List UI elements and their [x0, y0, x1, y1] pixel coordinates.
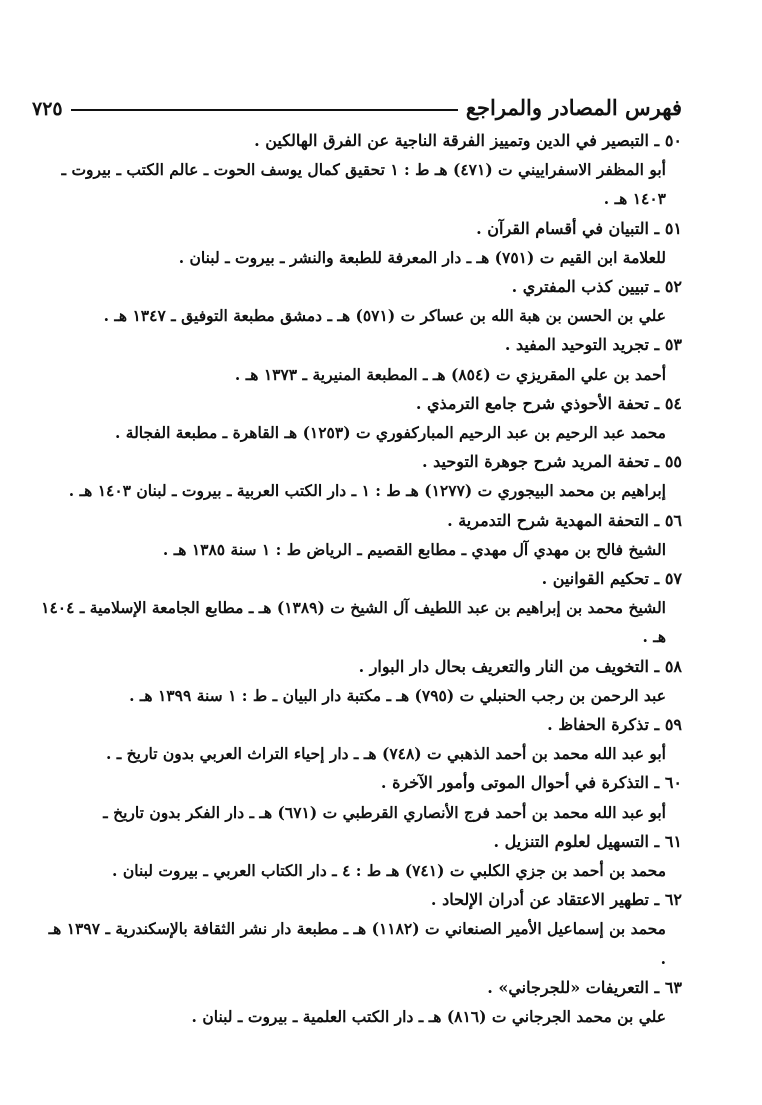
reference-details: الشيخ محمد بن إبراهيم بن عبد اللطيف آل الشيخ ت (١٣٨٩) هـ ـ مطابع الجامعة الإسلامية ـ ١٤٠٤ هـ . — [41, 598, 666, 647]
header-rule — [71, 109, 458, 111]
reference-separator: ـ — [648, 452, 665, 472]
reference-entry — [40, 214, 682, 272]
reference-title — [40, 973, 682, 1002]
reference-separator: ـ — [648, 131, 665, 150]
reference-number: ٥٣ — [664, 335, 682, 355]
reference-entry — [40, 652, 682, 710]
reference-separator: ـ — [648, 656, 665, 676]
reference-details: علي بن محمد الجرجاني ت (٨١٦) هـ ـ دار الكتب العلمية ـ بيروت ـ لبنان . — [191, 1007, 666, 1027]
reference-title-text: التبصير في الدين وتمييز الفرقة الناجية عن الفرق الهالكين . — [254, 131, 649, 150]
reference-details: للعلامة ابن القيم ت (٧٥١) هـ ـ دار المعرفة للطبعة والنشر ـ بيروت ـ لبنان . — [178, 247, 666, 267]
reference-entry — [40, 710, 682, 768]
reference-title-text: التسهيل لعلوم التنزيل . — [493, 831, 649, 851]
reference-title-text: تطهير الاعتقاد عن أدران الإلحاد . — [430, 890, 649, 910]
reference-list — [40, 126, 682, 1031]
reference-details: محمد بن أحمد بن جزي الكلبي ت (٧٤١) هـ ط : ٤ ـ دار الكتاب العربي ـ بيروت لبنان . — [112, 861, 666, 881]
reference-separator: ـ — [648, 277, 665, 297]
reference-title — [40, 652, 682, 681]
reference-separator: ـ — [648, 218, 665, 238]
page-header — [32, 88, 682, 120]
reference-title-text: تحفة الأحوذي شرح جامع الترمذي . — [415, 393, 649, 413]
reference-separator: ـ — [648, 715, 665, 735]
reference-number: ٥٩ — [664, 715, 682, 735]
reference-details: علي بن الحسن بن هبة الله بن عساكر ت (٥٧١) هـ ـ دمشق مطبعة التوفيق ـ ١٣٤٧ هـ . — [103, 306, 666, 326]
reference-title-text: تذكرة الحفاظ . — [547, 715, 649, 735]
reference-separator: ـ — [648, 831, 665, 851]
reference-entry — [40, 564, 682, 652]
reference-details: إبراهيم بن محمد البيجوري ت (١٢٧٧) هـ ط : ١ ـ دار الكتب العربية ـ بيروت ـ لبنان ١٤٠٣ هـ . — [68, 481, 666, 501]
reference-title — [40, 389, 682, 418]
reference-entry — [40, 827, 682, 885]
reference-separator: ـ — [648, 510, 665, 530]
reference-title-text: التبيان في أقسام القرآن . — [476, 218, 649, 238]
reference-title-text: التحفة المهدية شرح التدمرية . — [447, 510, 649, 530]
reference-title-text: تبيين كذب المفتري . — [511, 277, 649, 297]
reference-title — [40, 768, 682, 797]
page-number: ٧٢٥ — [32, 98, 63, 120]
reference-details: أبو عبد الله محمد بن أحمد فرج الأنصاري القرطبي ت (٦٧١) هـ ـ دار الفكر بدون تاريخ ـ — [103, 802, 666, 822]
reference-title-text: التخويف من النار والتعريف بحال دار البوار . — [358, 656, 649, 676]
reference-number: ٥٥ — [664, 452, 682, 472]
reference-details: الشيخ فالح بن مهدي آل مهدي ـ مطابع القصيم ـ الرياض ط : ١ سنة ١٣٨٥ هـ . — [162, 539, 666, 559]
reference-separator: ـ — [648, 773, 665, 793]
reference-number: ٦١ — [664, 831, 682, 851]
reference-title-text: تحكيم القوانين . — [541, 569, 649, 589]
reference-entry — [40, 389, 682, 447]
reference-title — [40, 506, 682, 535]
reference-number: ٥٨ — [664, 656, 682, 676]
reference-title — [40, 827, 682, 856]
reference-title — [40, 564, 682, 593]
reference-title — [40, 710, 682, 739]
reference-title — [40, 126, 682, 155]
reference-details: محمد عبد الرحيم بن عبد الرحيم المباركفوري ت (١٢٥٣) هـ القاهرة ـ مطبعة الفجالة . — [114, 423, 666, 443]
reference-number: ٦٣ — [664, 977, 682, 997]
reference-separator: ـ — [648, 569, 665, 589]
reference-separator: ـ — [648, 335, 665, 355]
reference-number: ٥٠ — [664, 131, 682, 150]
reference-title — [40, 885, 682, 914]
reference-entry — [40, 126, 682, 214]
reference-title — [40, 447, 682, 476]
reference-entry — [40, 768, 682, 826]
reference-details: أبو المظفر الاسفراييني ت (٤٧١) هـ ط : ١ تحقيق كمال يوسف الحوت ـ عالم الكتب ـ بيروت ـ ١٤٠٣ هـ . — [61, 160, 666, 209]
reference-separator: ـ — [648, 393, 665, 413]
reference-details: أحمد بن علي المقريزي ت (٨٥٤) هـ ـ المطبعة المنيرية ـ ١٣٧٣ هـ . — [234, 364, 666, 384]
reference-title-text: التعريفات «للجرجاني» . — [487, 977, 649, 997]
reference-entry — [40, 272, 682, 330]
reference-title — [40, 214, 682, 243]
reference-separator: ـ — [648, 977, 665, 997]
reference-number: ٥١ — [664, 218, 682, 238]
reference-number: ٥٢ — [664, 277, 682, 297]
reference-entry — [40, 885, 682, 973]
reference-details: أبو عبد الله محمد بن أحمد الذهبي ت (٧٤٨) هـ ـ دار إحياء التراث العربي بدون تاريخ ـ . — [105, 744, 666, 764]
reference-separator: ـ — [648, 890, 665, 910]
reference-details: محمد بن إسماعيل الأمير الصنعاني ت (١١٨٢) هـ ـ مطبعة دار نشر الثقافة بالإسكندرية ـ ١٣٩٧ هـ . — [48, 919, 666, 968]
reference-number: ٦٠ — [664, 773, 682, 793]
reference-title — [40, 272, 682, 301]
reference-details: عبد الرحمن بن رجب الحنبلي ت (٧٩٥) هـ ـ مكتبة دار البيان ـ ط : ١ سنة ١٣٩٩ هـ . — [129, 685, 666, 705]
reference-number: ٥٤ — [664, 393, 682, 413]
reference-number: ٥٧ — [664, 569, 682, 589]
reference-title-text: التذكرة في أحوال الموتى وأمور الآخرة . — [380, 773, 649, 793]
reference-title — [40, 330, 682, 359]
reference-entry — [40, 506, 682, 564]
reference-title-text: تحفة المريد شرح جوهرة التوحيد . — [421, 452, 649, 472]
reference-entry — [40, 330, 682, 388]
reference-entry — [40, 973, 682, 1031]
reference-entry — [40, 447, 682, 505]
reference-title-text: تجريد التوحيد المفيد . — [504, 335, 649, 355]
page-title: فهرس المصادر والمراجع — [465, 95, 682, 120]
reference-number: ٥٦ — [664, 510, 682, 530]
reference-number: ٦٢ — [664, 890, 682, 910]
